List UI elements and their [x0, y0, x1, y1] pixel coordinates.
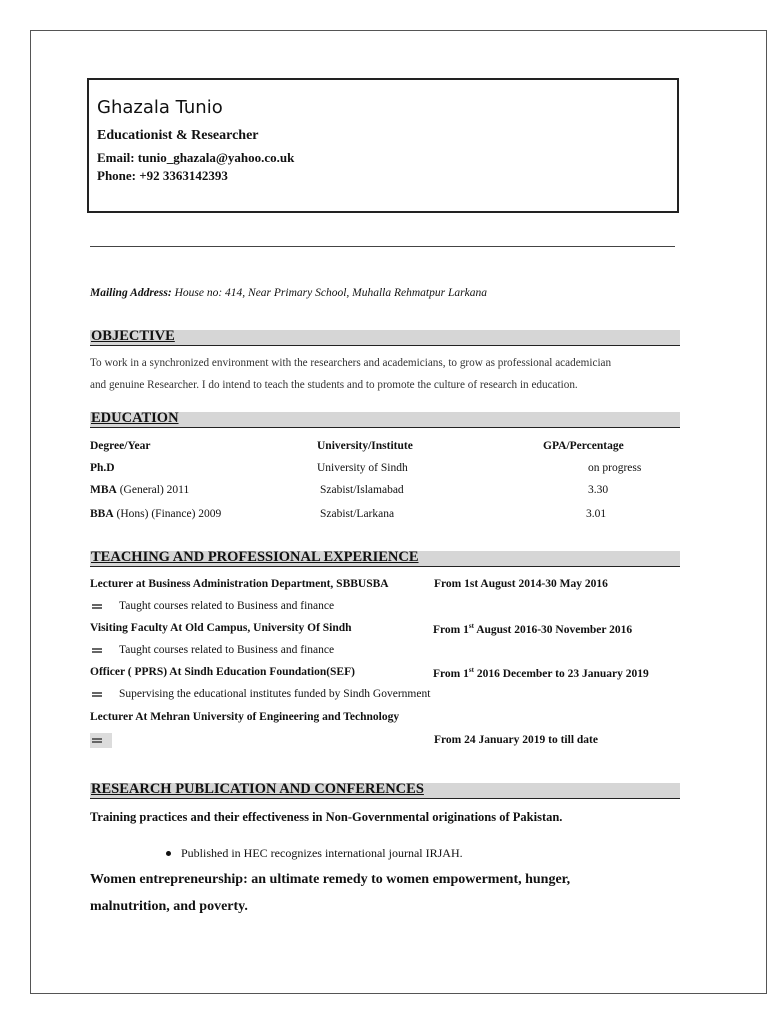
- research-paper-2-line-2: malnutrition, and poverty.: [90, 899, 248, 914]
- date-suffix: August 2016-30 November 2016: [473, 623, 633, 636]
- experience-bullet: Taught courses related to Business and finance: [119, 600, 335, 612]
- edu-institute: University of Sindh: [317, 462, 408, 474]
- date-prefix: From 1: [433, 623, 469, 636]
- research-heading: RESEARCH PUBLICATION AND CONFERENCES: [91, 781, 424, 797]
- applicant-name: Ghazala Tunio: [97, 97, 223, 118]
- bullet-icon: [92, 691, 102, 698]
- date-superscript: st: [468, 666, 474, 674]
- edu-degree: [90, 508, 221, 520]
- experience-date: From 1st August 2014-30 May 2016: [434, 578, 608, 590]
- phone-line: Phone: +92 3363142393: [97, 168, 228, 183]
- job-title: Educationist & Researcher: [97, 128, 259, 143]
- edu-degree-name: Ph.D: [90, 462, 115, 474]
- experience-bullet: Supervising the educational institutes funded by Sindh Government: [119, 688, 431, 700]
- research-paper-1: Training practices and their effectiveness in Non-Governmental originations of Pakistan.: [90, 810, 563, 824]
- mailing-address: [90, 287, 487, 299]
- edu-gpa: on progress: [588, 462, 642, 474]
- experience-role: Lecturer at Business Administration Department, SBBUSBA: [90, 578, 389, 590]
- experience-role: Lecturer At Mehran University of Engineering and Technology: [90, 711, 400, 723]
- objective-line-1: To work in a synchronized environment with the researchers and academicians, to grow as professional academician: [90, 357, 612, 369]
- objective-heading: OBJECTIVE: [91, 328, 175, 344]
- edu-degree-name: BBA: [90, 508, 114, 520]
- research-paper-2-line-1: Women entrepreneurship: an ultimate remedy to women empowerment, hunger,: [90, 872, 571, 887]
- research-heading-bar: [90, 783, 680, 799]
- experience-heading-bar: [90, 551, 680, 567]
- col-degree-year: Degree/Year: [90, 440, 151, 452]
- education-heading: EDUCATION: [91, 410, 179, 426]
- experience-bullet: Taught courses related to Business and finance: [119, 644, 335, 656]
- edu-gpa: 3.01: [586, 508, 607, 520]
- date-superscript: st: [468, 622, 474, 630]
- experience-heading: TEACHING AND PROFESSIONAL EXPERIENCE: [91, 549, 419, 565]
- edu-gpa: 3.30: [588, 484, 609, 496]
- edu-institute: Szabist/Larkana: [320, 508, 395, 520]
- date-suffix: 2016 December to 23 January 2019: [473, 667, 649, 680]
- experience-date: [433, 666, 649, 680]
- separator-line: [90, 246, 675, 247]
- objective-line-2: and genuine Researcher. I do intend to teach the students and to promote the culture of research in education.: [90, 379, 578, 391]
- experience-date: From 24 January 2019 to till date: [434, 734, 598, 746]
- bullet-icon: [92, 737, 102, 744]
- mailing-value: House no: 414, Near Primary School, Muhalla Rehmatpur Larkana: [171, 287, 487, 299]
- experience-date: [433, 622, 632, 636]
- edu-degree-detail: (General) 2011: [116, 484, 190, 496]
- edu-institute: Szabist/Islamabad: [320, 484, 404, 496]
- bullet-icon: [166, 851, 171, 856]
- experience-role: Officer ( PPRS) At Sindh Education Foundation(SEF): [90, 666, 355, 678]
- experience-role: Visiting Faculty At Old Campus, University Of Sindh: [90, 622, 352, 634]
- email-line: Email: tunio_ghazala@yahoo.co.uk: [97, 150, 295, 165]
- col-university: University/Institute: [317, 440, 413, 452]
- mailing-label: Mailing Address:: [90, 287, 172, 299]
- bullet-icon: [92, 647, 102, 654]
- edu-degree-name: MBA: [90, 484, 117, 496]
- edu-degree: [90, 462, 115, 474]
- research-paper-1-note: Published in HEC recognizes international journal IRJAH.: [181, 846, 463, 860]
- education-heading-bar: [90, 412, 680, 428]
- bullet-icon: [92, 603, 102, 610]
- date-prefix: From 1: [433, 667, 469, 680]
- edu-degree-detail: (Hons) (Finance) 2009: [113, 508, 222, 520]
- edu-degree: [90, 484, 189, 496]
- objective-heading-bar: [90, 330, 680, 346]
- col-gpa: GPA/Percentage: [543, 440, 624, 452]
